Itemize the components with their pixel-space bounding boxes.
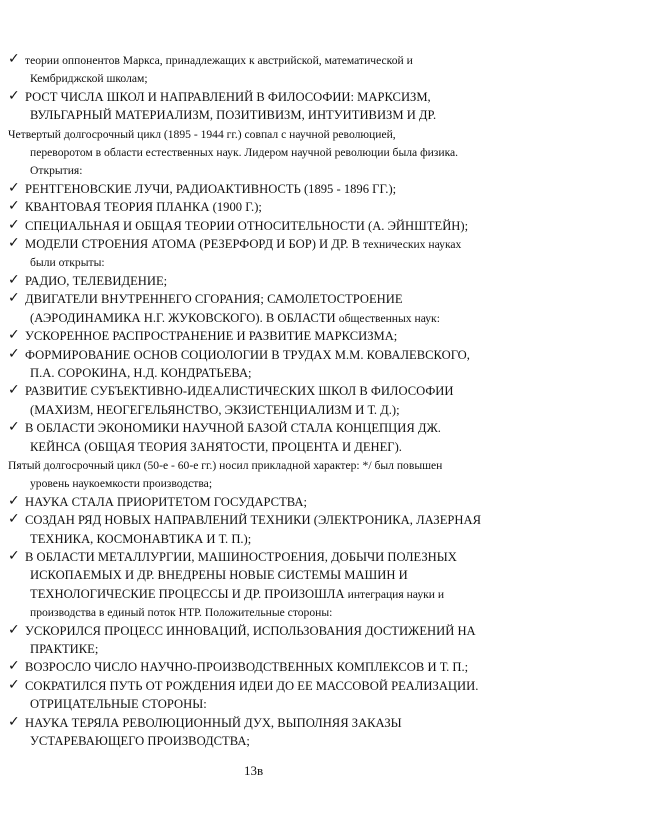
paragraph-continuation-line: [8, 161, 640, 179]
line-text-caps: (МАХИЗМ, НЕОГЕГЕЛЬЯНСТВО, ЭКЗИСТЕНЦИАЛИЗМ И Т. Д.);: [30, 402, 400, 417]
paragraph-line: [8, 456, 640, 474]
checkmark-icon: ✓: [8, 676, 20, 693]
line-text-caps: МОДЕЛИ СТРОЕНИЯ АТОМА (РЕЗЕРФОРД И БОР) И ДР. В: [25, 237, 364, 252]
continuation-line: [8, 566, 640, 584]
bullet-line: [8, 658, 640, 676]
continuation-line: [8, 364, 640, 382]
checkmark-icon: ✓: [8, 198, 20, 215]
checkmark-icon: ✓: [8, 290, 20, 307]
line-text-caps: В ОБЛАСТИ ЭКОНОМИКИ НАУЧНОЙ БАЗОЙ СТАЛА КОНЦЕПЦИЯ ДЖ.: [25, 421, 441, 436]
bullet-line: [8, 493, 640, 511]
continuation-line: [8, 603, 640, 621]
line-text-caps: СОКРАТИЛСЯ ПУТЬ ОТ РОЖДЕНИЯ ИДЕИ ДО ЕЕ МАССОВОЙ РЕАЛИЗАЦИИ.: [25, 678, 479, 693]
line-text-caps: В ОБЛАСТИ МЕТАЛЛУРГИИ, МАШИНОСТРОЕНИЯ, ДОБЫЧИ ПОЛЕЗНЫХ: [25, 549, 457, 564]
bullet-line: [8, 419, 640, 437]
checkmark-icon: ✓: [8, 621, 20, 638]
bullet-line: [8, 217, 640, 235]
line-text: Четвертый долгосрочный цикл (1895 - 1944 гг.) совпал с научной революцией,: [8, 127, 396, 141]
bullet-line: [8, 235, 640, 253]
line-text: теории оппонентов Маркса, принадлежащих к австрийской, математической и: [25, 54, 413, 67]
line-text: были открыты:: [30, 256, 105, 270]
continuation-line: [8, 401, 640, 419]
line-text-caps: КЕЙНСА (ОБЩАЯ ТЕОРИЯ ЗАНЯТОСТИ, ПРОЦЕНТА И ДЕНЕГ).: [30, 439, 402, 454]
line-text-caps: РЕНТГЕНОВСКИЕ ЛУЧИ, РАДИОАКТИВНОСТЬ (1895 - 1896 ГГ.);: [25, 181, 397, 196]
line-text-caps: ВУЛЬГАРНЫЙ МАТЕРИАЛИЗМ, ПОЗИТИВИЗМ, ИНТУИТИВИЗМ И ДР.: [30, 108, 437, 123]
document-body: [8, 51, 640, 750]
line-text-caps: ТЕХНОЛОГИЧЕСКИЕ ПРОЦЕССЫ И ДР. ПРОИЗОШЛА: [30, 586, 348, 601]
line-text: технических науках: [363, 238, 462, 252]
bullet-line: [8, 51, 640, 69]
line-text-caps: НАУКА ТЕРЯЛА РЕВОЛЮЦИОННЫЙ ДУХ, ВЫПОЛНЯЯ ЗАКАЗЫ: [25, 715, 402, 730]
line-text-caps: КВАНТОВАЯ ТЕОРИЯ ПЛАНКА (1900 Г.);: [25, 200, 262, 215]
checkmark-icon: ✓: [8, 419, 20, 436]
line-text: интеграция науки и: [347, 587, 445, 601]
bullet-line: [8, 511, 640, 529]
bullet-line: [8, 327, 640, 345]
checkmark-icon: ✓: [8, 713, 20, 730]
line-text-caps: СПЕЦИАЛЬНАЯ И ОБЩАЯ ТЕОРИИ ОТНОСИТЕЛЬНОСТИ (А. ЭЙНШТЕЙН);: [25, 218, 469, 233]
line-text-caps: ОТРИЦАТЕЛЬНЫЕ СТОРОНЫ:: [30, 697, 207, 712]
continuation-line: [8, 732, 640, 750]
line-text-caps: ИСКОПАЕМЫХ И ДР. ВНЕДРЕНЫ НОВЫЕ СИСТЕМЫ МАШИН И: [30, 568, 408, 583]
checkmark-icon: ✓: [8, 235, 20, 252]
checkmark-icon: ✓: [8, 87, 20, 104]
bullet-line: [8, 382, 640, 400]
checkmark-icon: ✓: [8, 327, 20, 344]
line-text: производства в единый поток НТР. Положительные стороны:: [30, 606, 333, 620]
continuation-line: [8, 253, 640, 271]
bullet-line: [8, 346, 640, 364]
continuation-line: [8, 106, 640, 124]
line-text-caps: П.А. СОРОКИНА, Н.Д. КОНДРАТЬЕВА;: [30, 365, 252, 380]
line-text-caps: ПРАКТИКЕ;: [30, 642, 99, 656]
continuation-line: [8, 69, 640, 87]
bullet-line: [8, 272, 640, 290]
line-text-caps: ВОЗРОСЛО ЧИСЛО НАУЧНО-ПРОИЗВОДСТВЕННЫХ КОМПЛЕКСОВ И Т. П.;: [25, 660, 469, 675]
bullet-line: [8, 180, 640, 198]
line-text-caps: ДВИГАТЕЛИ ВНУТРЕННЕГО СГОРАНИЯ; САМОЛЕТОСТРОЕНИЕ: [25, 292, 403, 307]
line-text: переворотом в области естественных наук. Лидером научной революции была физика.: [30, 146, 459, 160]
line-text: общественных наук:: [338, 311, 440, 325]
line-text-caps: НАУКА СТАЛА ПРИОРИТЕТОМ ГОСУДАРСТВА;: [25, 494, 307, 509]
line-text-caps: ТЕХНИКА, КОСМОНАВТИКА И Т. П.);: [30, 531, 252, 546]
line-text-caps: СОЗДАН РЯД НОВЫХ НАПРАВЛЕНИЙ ТЕХНИКИ (ЭЛЕКТРОНИКА, ЛАЗЕРНАЯ: [25, 513, 481, 528]
line-text-caps: (АЭРОДИНАМИКА Н.Г. ЖУКОВСКОГО). В ОБЛАСТИ: [30, 310, 339, 325]
checkmark-icon: ✓: [8, 492, 20, 509]
bullet-line: [8, 88, 640, 106]
paragraph-continuation-line: [8, 143, 640, 161]
paragraph-line: [8, 125, 640, 143]
paragraph-continuation-line: [8, 474, 640, 492]
checkmark-icon: ✓: [8, 179, 20, 196]
line-text: Открытия:: [30, 164, 83, 178]
continuation-line: [8, 640, 640, 658]
line-text-caps: РОСТ ЧИСЛА ШКОЛ И НАПРАВЛЕНИЙ В ФИЛОСОФИИ: МАРКСИЗМ,: [25, 89, 431, 104]
checkmark-icon: ✓: [8, 511, 20, 528]
line-text: Кембриджской школам;: [30, 72, 148, 86]
line-text-caps: УСТАРЕВАЮЩЕГО ПРОИЗВОДСТВА;: [30, 734, 250, 749]
checkmark-icon: ✓: [8, 547, 20, 564]
line-text: уровень наукоемкости производства;: [30, 477, 213, 491]
continuation-line: [8, 585, 640, 603]
line-text: Пятый долгосрочный цикл (50-е - 60-е гг.) носил прикладной характер: */ был повышен: [8, 458, 443, 472]
checkmark-icon: ✓: [8, 271, 20, 288]
continuation-line: [8, 438, 640, 456]
continuation-line: [8, 530, 640, 548]
checkmark-icon: ✓: [8, 51, 20, 67]
line-text-caps: РАЗВИТИЕ СУБЪЕКТИВНО-ИДЕАЛИСТИЧЕСКИХ ШКОЛ В ФИЛОСОФИИ: [25, 384, 454, 399]
line-text-caps: УСКОРИЛСЯ ПРОЦЕСС ИННОВАЦИЙ, ИСПОЛЬЗОВАНИЯ ДОСТИЖЕНИЙ НА: [25, 623, 476, 638]
page-number: 13в: [244, 763, 264, 778]
line-text-caps: УСКОРЕННОЕ РАСПРОСТРАНЕНИЕ И РАЗВИТИЕ МАРКСИЗМА;: [25, 329, 398, 344]
checkmark-icon: ✓: [8, 345, 20, 362]
checkmark-icon: ✓: [8, 658, 20, 675]
bullet-line: [8, 198, 640, 216]
checkmark-icon: ✓: [8, 216, 20, 233]
line-text-caps: ФОРМИРОВАНИЕ ОСНОВ СОЦИОЛОГИИ В ТРУДАХ М.М. КОВАЛЕВСКОГО,: [25, 347, 470, 362]
bullet-line: [8, 714, 640, 732]
bullet-line: [8, 677, 640, 695]
bullet-line: [8, 622, 640, 640]
bullet-line: [8, 290, 640, 308]
checkmark-icon: ✓: [8, 382, 20, 399]
continuation-line: [8, 309, 640, 327]
line-text-caps: РАДИО, ТЕЛЕВИДЕНИЕ;: [25, 273, 168, 288]
continuation-line: [8, 695, 640, 713]
bullet-line: [8, 548, 640, 566]
